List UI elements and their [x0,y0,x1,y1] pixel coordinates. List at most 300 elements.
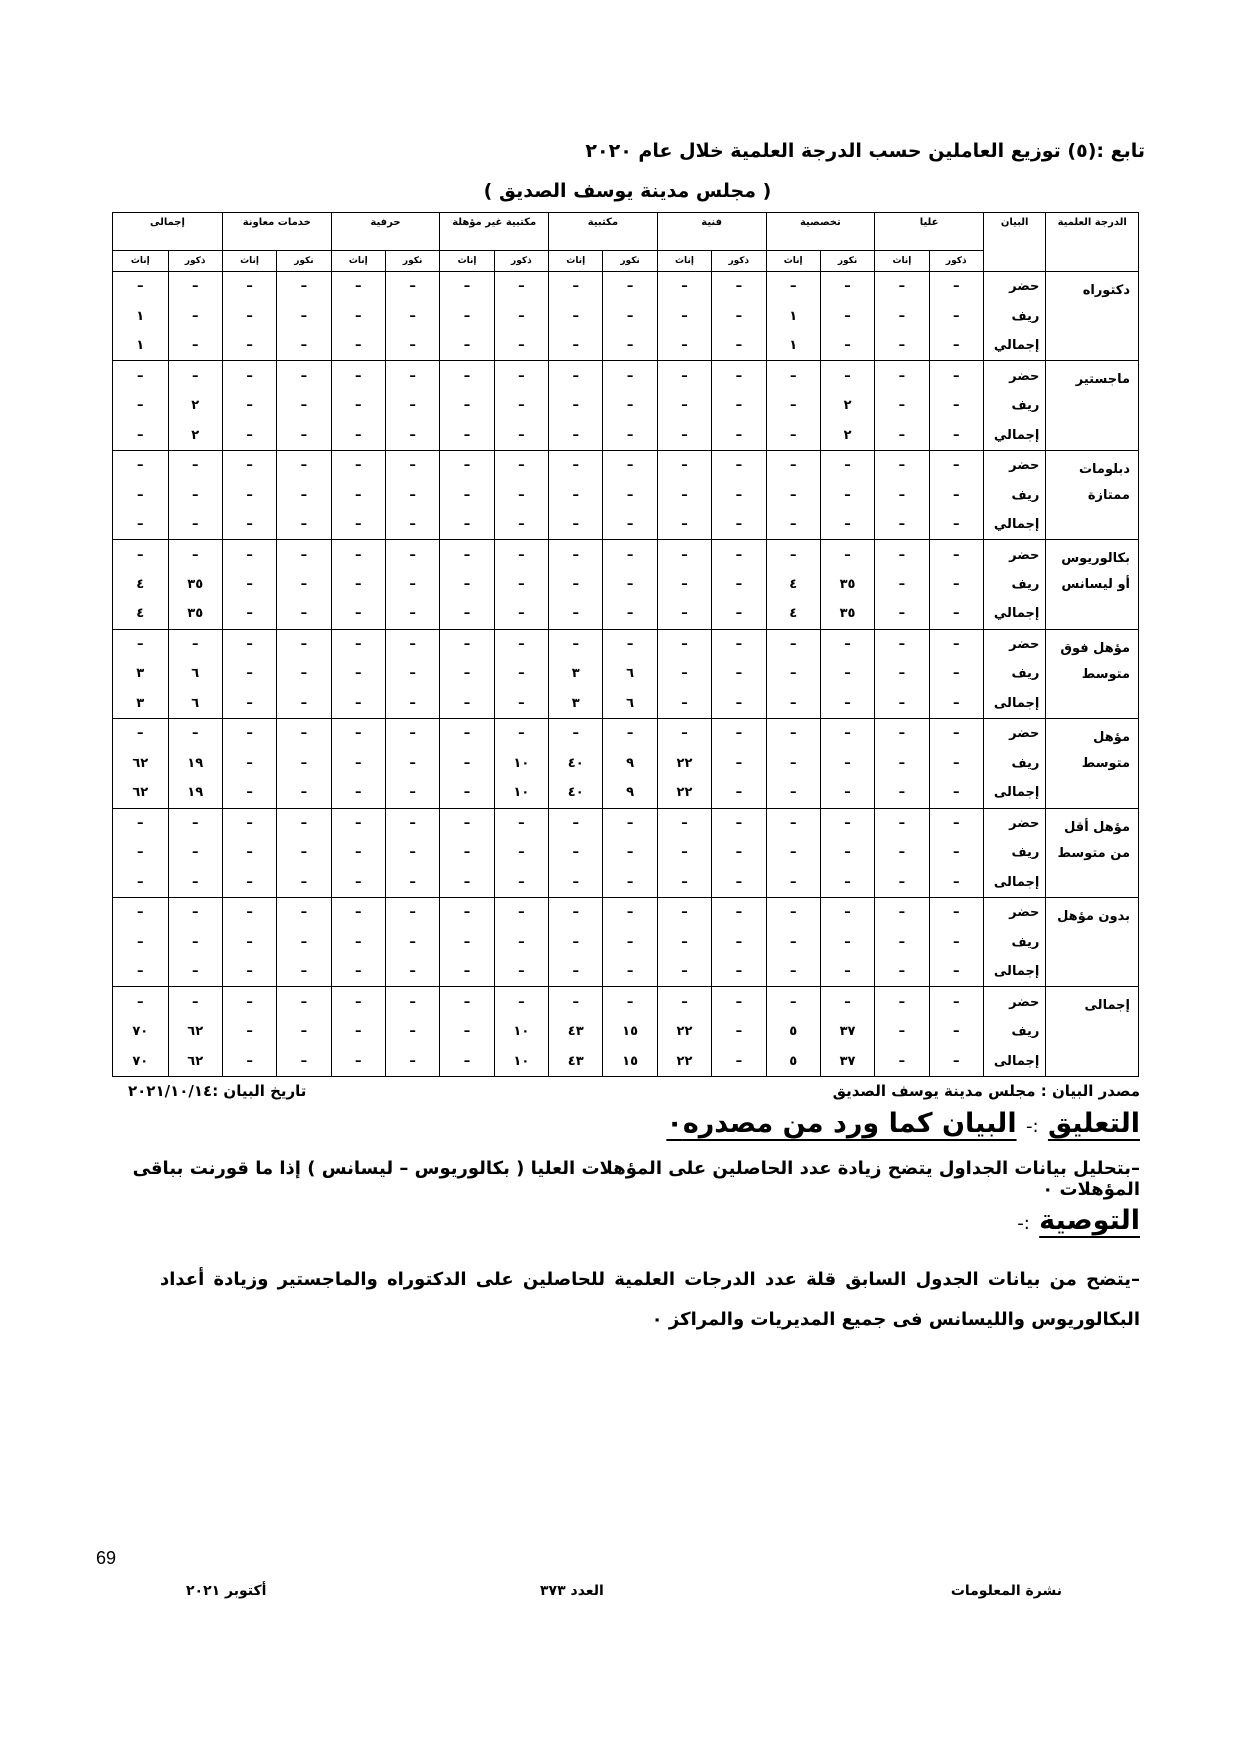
table-cell: – [331,629,385,659]
area-label: إجمالى [983,867,1045,897]
table-cell: – [712,897,766,927]
table-cell: – [712,629,766,659]
table-cell: ٣ [549,689,603,719]
table-cell: ٤ [766,570,820,599]
table-cell: ٣٥ [820,570,874,599]
table-cell: – [440,540,494,570]
table-cell: – [766,540,820,570]
table-cell: – [766,629,820,659]
table-cell: – [820,719,874,749]
table-row [113,1017,1139,1046]
table-cell: – [168,301,222,330]
table-cell: – [603,391,657,420]
table-cell: – [331,272,385,302]
table-cell: – [331,659,385,688]
table-cell: – [712,659,766,688]
table-cell: – [712,361,766,391]
table-row [113,778,1139,808]
table-cell: – [875,689,929,719]
recommendation-text: –يتضح من بيانات الجدول السابق قلة عدد الدرجات العلمية للحاصلين على الدكتوراه والماجستير وزيادة أعداد البكالوريوس والليسانس فى جميع المديريات والمراكز ٠ [160,1269,1140,1330]
gender-header: نكور [277,251,331,272]
table-cell: ٤٠ [549,749,603,778]
table-cell: – [277,629,331,659]
table-cell: – [494,599,548,629]
table-cell: – [549,987,603,1017]
table-cell: – [168,480,222,509]
table-cell: – [603,957,657,987]
table-cell: – [820,629,874,659]
table-cell: – [277,659,331,688]
document-subtitle: ( مجلس مدينة يوسف الصديق ) [483,180,772,202]
area-label: حضر [983,540,1045,570]
table-cell: – [222,689,276,719]
table-cell: – [113,867,169,897]
table-row [113,331,1139,361]
table-cell: – [440,778,494,808]
table-cell: – [549,599,603,629]
table-cell: – [766,808,820,838]
table-cell: – [657,897,711,927]
table-cell: – [657,629,711,659]
table-cell: – [820,808,874,838]
table-cell: – [603,361,657,391]
table-cell: – [168,629,222,659]
table-cell: – [820,450,874,480]
table-cell: – [603,510,657,540]
table-cell: ٢٢ [657,1046,711,1076]
table-cell: – [875,749,929,778]
document-title: تابع :(٥) توزيع العاملين حسب الدرجة العلمية خلال عام ٢٠٢٠ [585,140,1145,162]
table-row [113,450,1139,480]
area-label: حضر [983,272,1045,302]
table-cell: ١٥ [603,1046,657,1076]
table-cell: – [222,957,276,987]
table-cell: – [549,540,603,570]
table-cell: – [712,301,766,330]
area-label: إجمالي [983,331,1045,361]
table-cell: – [331,450,385,480]
table-cell: – [331,420,385,450]
table-cell: – [712,510,766,540]
table-cell: – [385,897,439,927]
table-cell: – [440,361,494,391]
table-cell: ٦٢ [113,778,169,808]
table-cell: – [277,331,331,361]
table-row [113,719,1139,749]
table-cell: – [277,480,331,509]
table-cell: – [929,450,983,480]
page-number: 69 [96,1548,117,1568]
table-cell: – [820,540,874,570]
table-cell: – [603,808,657,838]
table-cell: – [277,272,331,302]
table-cell: – [929,391,983,420]
table-row [113,599,1139,629]
table-cell: – [277,599,331,629]
table-cell: – [385,450,439,480]
table-cell: – [820,749,874,778]
table-cell: – [440,629,494,659]
table-cell: – [712,808,766,838]
table-cell: – [168,719,222,749]
table-cell: – [657,361,711,391]
table-cell: – [712,1017,766,1046]
comment-heading-rest: البيان كما ورد من مصدره٠ [666,1108,1017,1139]
table-cell: – [385,1046,439,1076]
table-cell: – [331,749,385,778]
table-cell: – [385,927,439,956]
table-cell: – [549,272,603,302]
table-cell: – [277,420,331,450]
table-head [113,213,1139,272]
table-cell: – [712,331,766,361]
table-cell: – [712,719,766,749]
table-cell: – [549,838,603,867]
gender-header: ذكور [712,251,766,272]
table-cell: – [440,838,494,867]
table-cell: – [222,808,276,838]
gender-header: ذكور [168,251,222,272]
table-cell: – [712,570,766,599]
group-header: مكتبية غير مؤهلة [440,213,549,251]
table-cell: – [168,331,222,361]
table-cell: – [331,480,385,509]
table-cell: – [331,689,385,719]
table-cell: – [766,897,820,927]
table-cell: – [494,331,548,361]
table-cell: – [113,987,169,1017]
table-cell: – [929,331,983,361]
table-cell: – [440,1046,494,1076]
header-row-groups [113,213,1139,251]
group-header: عليا [875,213,984,251]
data-date: تاريخ البيان :٢٠٢١/١٠/١٤ [128,1082,307,1100]
table-row [113,420,1139,450]
table-cell: – [113,420,169,450]
data-table-container [112,212,1139,1077]
table-cell: – [603,420,657,450]
table-cell: ٣٥ [168,570,222,599]
table-cell: – [766,659,820,688]
degree-label: دبلومات ممتازة [1046,450,1139,539]
table-row [113,957,1139,987]
table-cell: – [222,480,276,509]
gender-header: ذكور [494,251,548,272]
area-label: إجمالى [983,689,1045,719]
area-label: إجمالي [983,420,1045,450]
gender-header: نكور [385,251,439,272]
table-cell: – [440,719,494,749]
table-cell: – [820,361,874,391]
area-label: حضر [983,987,1045,1017]
table-cell: – [549,301,603,330]
table-cell: ١ [766,331,820,361]
table-cell: – [168,897,222,927]
table-cell: – [929,510,983,540]
area-label: ريف [983,927,1045,956]
table-cell: ٣ [549,659,603,688]
table-cell: – [657,391,711,420]
table-cell: – [331,778,385,808]
table-cell: – [929,1046,983,1076]
table-cell: – [331,361,385,391]
table-cell: – [113,808,169,838]
table-cell: – [440,689,494,719]
table-cell: – [657,420,711,450]
table-cell: ٢ [168,391,222,420]
table-cell: – [875,570,929,599]
table-cell: – [277,510,331,540]
table-cell: ٦ [168,659,222,688]
table-cell: – [113,272,169,302]
table-cell: – [440,420,494,450]
table-cell: – [875,629,929,659]
table-cell: – [766,987,820,1017]
footer-month: أكتوبر ٢٠٢١ [186,1583,267,1599]
table-cell: – [494,629,548,659]
table-cell: – [385,719,439,749]
table-cell: – [603,987,657,1017]
table-cell: – [222,838,276,867]
group-header: مكتبية [549,213,658,251]
table-cell: – [820,480,874,509]
table-cell: ٥ [766,1046,820,1076]
recommendation-heading [1017,1205,1140,1236]
table-cell: – [385,689,439,719]
table-cell: – [168,957,222,987]
table-cell: ٤٠ [549,778,603,808]
table-cell: – [875,361,929,391]
table-cell: ٦ [603,659,657,688]
table-cell: – [603,331,657,361]
table-cell: – [929,599,983,629]
table-cell: – [494,450,548,480]
recommendation-separator: :- [1017,1213,1030,1234]
table-cell: – [875,927,929,956]
table-cell: – [603,838,657,867]
table-row [113,808,1139,838]
table-row [113,629,1139,659]
table-cell: – [820,301,874,330]
corner-header: الدرجة العلمية [1046,213,1139,272]
table-cell: – [494,540,548,570]
table-cell: – [277,1046,331,1076]
table-cell: – [766,361,820,391]
table-cell: – [929,749,983,778]
table-cell: ١٩ [168,749,222,778]
table-cell: ١٠ [494,1017,548,1046]
table-cell: ٣٧ [820,1017,874,1046]
table-cell: – [385,838,439,867]
area-label: ريف [983,391,1045,420]
employees-degree-table [112,212,1139,1077]
table-cell: – [440,301,494,330]
table-cell: – [875,301,929,330]
table-row [113,301,1139,330]
table-cell: – [875,391,929,420]
table-cell: ٤ [766,599,820,629]
area-label: ريف [983,749,1045,778]
data-source: مصدر البيان : مجلس مدينة يوسف الصديق [832,1082,1140,1100]
table-cell: – [222,659,276,688]
footer-publication: نشرة المعلومات [950,1583,1062,1599]
table-cell: – [331,540,385,570]
table-cell: ٧٠ [113,1046,169,1076]
table-cell: – [657,510,711,540]
table-cell: ٧٠ [113,1017,169,1046]
table-cell: – [875,599,929,629]
table-cell: – [440,1017,494,1046]
table-cell: – [820,331,874,361]
table-cell: – [657,272,711,302]
gender-header: إناث [440,251,494,272]
table-cell: – [712,987,766,1017]
table-cell: ٢ [820,391,874,420]
area-label: حضر [983,808,1045,838]
table-cell: – [277,689,331,719]
table-cell: – [766,420,820,450]
table-cell: – [657,987,711,1017]
table-cell: ٢٢ [657,1017,711,1046]
table-cell: – [875,1017,929,1046]
table-cell: – [549,629,603,659]
table-row [113,987,1139,1017]
table-cell: – [277,927,331,956]
area-label: إجمالي [983,510,1045,540]
table-cell: – [766,778,820,808]
gender-header: إناث [549,251,603,272]
table-cell: – [222,450,276,480]
table-cell: – [440,570,494,599]
area-label: حضر [983,897,1045,927]
table-cell: – [222,867,276,897]
recommendation-heading-label: التوصية [1039,1205,1140,1236]
table-cell: – [113,510,169,540]
table-cell: – [440,391,494,420]
table-cell: – [331,927,385,956]
table-row [113,272,1139,302]
table-row [113,361,1139,391]
table-cell: ٤٣ [549,1046,603,1076]
table-cell: ٢٢ [657,778,711,808]
table-cell: – [549,480,603,509]
table-cell: – [657,599,711,629]
table-cell: – [712,450,766,480]
table-cell: – [494,957,548,987]
table-cell: – [820,957,874,987]
table-cell: ٦٢ [168,1017,222,1046]
table-cell: – [875,331,929,361]
table-cell: – [168,838,222,867]
table-cell: – [929,897,983,927]
table-cell: – [766,927,820,956]
table-cell: – [875,778,929,808]
table-cell: – [549,450,603,480]
table-cell: – [875,808,929,838]
table-cell: – [875,1046,929,1076]
table-cell: – [168,927,222,956]
table-cell: – [875,838,929,867]
table-cell: – [929,867,983,897]
table-row [113,749,1139,778]
table-cell: – [440,897,494,927]
table-cell: – [222,749,276,778]
table-cell: – [657,659,711,688]
table-cell: – [766,749,820,778]
table-cell: – [875,540,929,570]
table-cell: – [657,450,711,480]
table-cell: – [113,361,169,391]
table-cell: – [331,987,385,1017]
row-label-header: البيان [983,213,1045,272]
table-cell: ٩ [603,778,657,808]
table-cell: – [603,599,657,629]
table-cell: – [222,897,276,927]
table-cell: – [440,927,494,956]
table-cell: – [385,749,439,778]
table-cell: – [385,570,439,599]
table-cell: – [929,272,983,302]
table-cell: – [331,719,385,749]
table-cell: – [168,510,222,540]
table-cell: – [549,957,603,987]
table-row [113,897,1139,927]
table-cell: – [222,540,276,570]
table-cell: – [222,301,276,330]
table-cell: – [766,689,820,719]
table-row [113,867,1139,897]
group-header: تخصصية [766,213,875,251]
table-cell: – [222,420,276,450]
table-cell: – [113,927,169,956]
table-cell: – [277,450,331,480]
table-cell: – [494,838,548,867]
table-cell: – [331,391,385,420]
table-cell: – [712,689,766,719]
table-cell: – [277,838,331,867]
table-cell: – [549,719,603,749]
comment-heading-label: التعليق [1047,1108,1140,1139]
table-cell: – [657,570,711,599]
table-cell: – [222,272,276,302]
table-cell: – [929,1017,983,1046]
table-cell: – [440,331,494,361]
table-cell: ٦ [603,689,657,719]
table-cell: – [222,778,276,808]
table-cell: ٤ [113,599,169,629]
table-row [113,391,1139,420]
table-cell: – [712,480,766,509]
table-cell: – [331,1017,385,1046]
gender-header: نكور [603,251,657,272]
table-cell: – [875,987,929,1017]
table-cell: – [331,301,385,330]
table-cell: – [222,1046,276,1076]
table-cell: – [222,391,276,420]
area-label: ريف [983,301,1045,330]
table-cell: – [385,987,439,1017]
degree-label: مؤهل أقل من متوسط [1046,808,1139,897]
table-cell: – [657,331,711,361]
table-cell: – [766,719,820,749]
table-cell: – [766,480,820,509]
table-cell: – [385,272,439,302]
table-cell: – [440,510,494,540]
table-cell: – [494,867,548,897]
group-header: إجمالى [113,213,223,251]
table-cell: – [440,450,494,480]
gender-header: إناث [657,251,711,272]
